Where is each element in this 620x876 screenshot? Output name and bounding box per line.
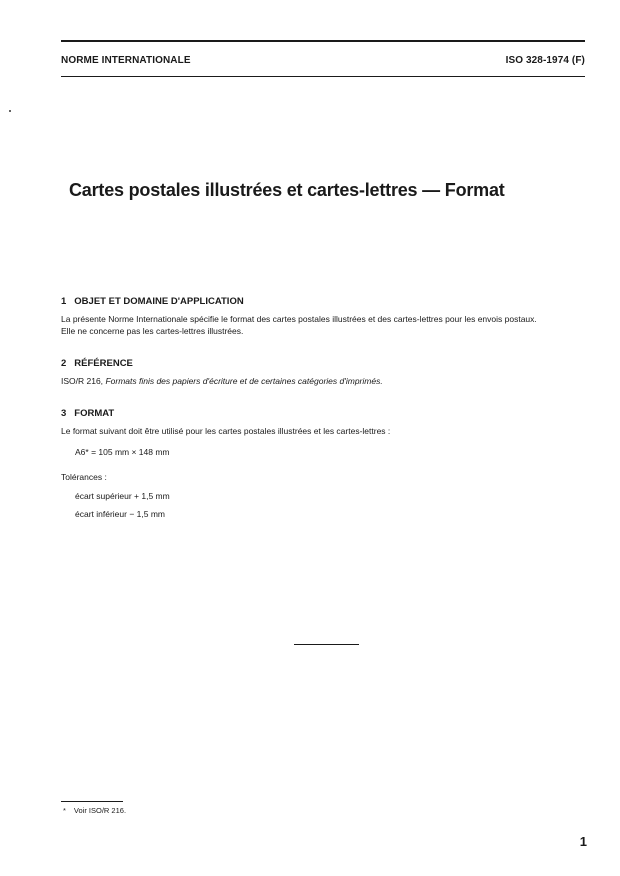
section-title: FORMAT bbox=[74, 408, 115, 419]
section-body bbox=[61, 375, 591, 387]
paragraph-line: Elle ne concerne pas les cartes-lettres illustrées. bbox=[61, 326, 244, 336]
format-value: = 105 mm × 148 mm bbox=[91, 447, 170, 457]
section-number: 1 bbox=[61, 296, 67, 307]
tolerance-lower: écart inférieur − 1,5 mm bbox=[75, 509, 165, 519]
reference-code: ISO/R 216, bbox=[61, 376, 104, 386]
paragraph-line: La présente Norme Internationale spécifie le format des cartes postales illustrées et des cartes-lettres pour les envois postaux. bbox=[61, 314, 537, 324]
page-number: 1 bbox=[579, 834, 587, 849]
footnote bbox=[63, 806, 126, 815]
section-heading bbox=[61, 296, 591, 307]
section-number: 2 bbox=[61, 358, 67, 369]
document-title: Cartes postales illustrées et cartes-lettres — Format bbox=[69, 180, 505, 200]
end-of-text-rule bbox=[294, 644, 359, 645]
section-scope bbox=[61, 296, 591, 337]
header-bottom-rule bbox=[61, 76, 585, 77]
header-standard-type: NORME INTERNATIONALE bbox=[61, 55, 191, 66]
section-body bbox=[61, 425, 591, 437]
reference-line bbox=[61, 375, 591, 387]
section-heading bbox=[61, 358, 591, 369]
footnote-text: Voir ISO/R 216. bbox=[73, 806, 127, 815]
section-body bbox=[61, 313, 591, 337]
footnote-mark: * bbox=[63, 806, 66, 815]
section-title: RÉFÉRENCE bbox=[74, 358, 133, 369]
format-definition bbox=[75, 447, 170, 457]
footnote-rule bbox=[61, 801, 123, 802]
section-reference bbox=[61, 358, 591, 387]
section-heading bbox=[61, 408, 591, 419]
format-label: A6* bbox=[75, 447, 89, 457]
tolerances-label: Tolérances : bbox=[61, 472, 107, 482]
header-top-rule bbox=[61, 40, 585, 42]
format-intro: Le format suivant doit être utilisé pour les cartes postales illustrées et les cartes-lettres : bbox=[61, 426, 391, 436]
tolerance-upper: écart supérieur + 1,5 mm bbox=[75, 491, 170, 501]
reference-title: Formats finis des papiers d'écriture et de certaines catégories d'imprimés. bbox=[105, 376, 383, 386]
margin-mark bbox=[9, 110, 11, 112]
section-title: OBJET ET DOMAINE D'APPLICATION bbox=[74, 296, 244, 307]
running-header bbox=[61, 55, 585, 66]
section-format bbox=[61, 408, 591, 437]
section-number: 3 bbox=[61, 408, 67, 419]
header-standard-number: ISO 328-1974 (F) bbox=[505, 55, 585, 66]
